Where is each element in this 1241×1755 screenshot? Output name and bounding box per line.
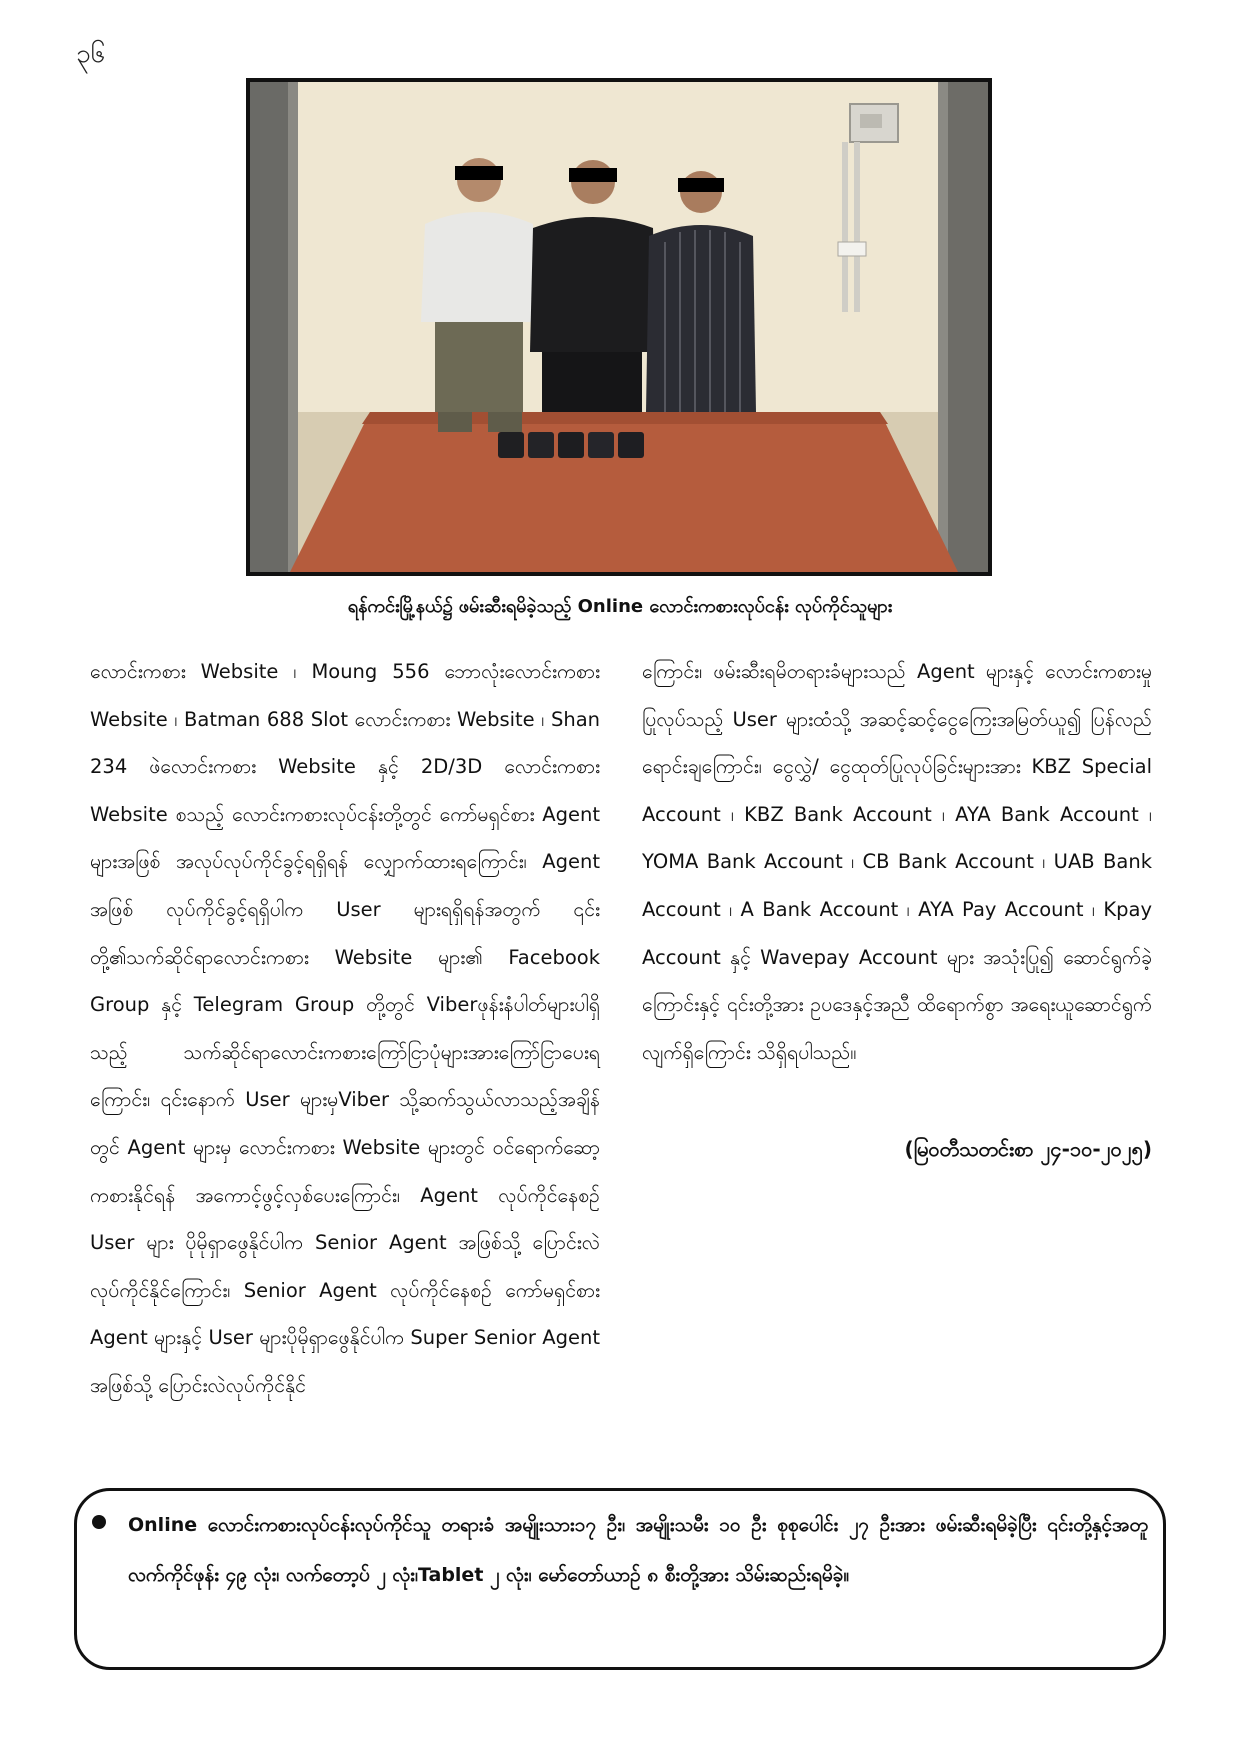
- article-column-left: လောင်းကစား Website ၊ Moung 556 ဘောလုံးလောင်းကစား Website ၊ Batman 688 Slot လောင်းကစား Website ၊ Shan 234 ဖဲလောင်းကစား Website နှင့် 2D/3D လောင်းကစား Website စသည့် လောင်းကစားလုပ်ငန်းတို့တွင် ကော်မရှင်စား Agent များအဖြစ် အလုပ်လုပ်ကိုင်ခွင့်ရရှိရန် လျှောက်ထားရကြောင်း၊ Agent အဖြစ် လုပ်ကိုင်ခွင့်ရရှိပါက User များရရှိရန်အတွက် ၎င်းတို့၏သက်ဆိုင်ရာလောင်းကစား Website များ၏ Facebook Group နှင့် Telegram Group တို့တွင် Viberဖုန်းနံပါတ်များပါရှိသည့် သက်ဆိုင်ရာလောင်းကစားကြော်ငြာပုံများအားကြော်ငြာပေးရကြောင်း၊ ၎င်းနောက် User များမှViber သို့ဆက်သွယ်လာသည့်အချိန်တွင် Agent များမှ လောင်းကစား Website များတွင် ဝင်ရောက်ဆော့ကစားနိုင်ရန် အကောင့်ဖွင့်လှစ်ပေးကြောင်း၊ Agent လုပ်ကိုင်နေစဉ် User များ ပိုမိုရှာဖွေနိုင်ပါက Senior Agent အဖြစ်သို့ ပြောင်းလဲလုပ်ကိုင်နိုင်ကြောင်း၊ Senior Agent လုပ်ကိုင်နေစဉ် ကော်မရှင်စား Agent များနှင့် User များပိုမိုရှာဖွေနိုင်ပါက Super Senior Agent အဖြစ်သို့ ပြောင်းလဲလုပ်ကိုင်နိုင်: [90, 660, 600, 1397]
- photo-caption: ရန်ကင်းမြို့နယ်၌ ဖမ်းဆီးရမိခဲ့သည့် Online လောင်းကစားလုပ်ငန်း လုပ်ကိုင်သူများ: [347, 596, 893, 617]
- bullet-icon: [92, 1515, 106, 1529]
- arrest-photo: [246, 78, 992, 576]
- news-source: (မြဝတီသတင်းစာ ၂၄-၁၀-၂၀၂၅): [904, 1137, 1152, 1161]
- arrest-photo-image: [250, 82, 988, 572]
- page-number: ၃၆: [76, 39, 106, 69]
- article-column-right: ကြောင်း၊ ဖမ်းဆီးရမိတရားခံများသည် Agent များနှင့် လောင်းကစားမှုပြုလုပ်သည့် User များထံသို့ အဆင့်ဆင့်ငွေကြေးအမြတ်ယူ၍ ပြန်လည်ရောင်းချကြောင်း၊ ငွေလွှဲ/ ငွေထုတ်ပြုလုပ်ခြင်းများအား KBZ Special Account ၊ KBZ Bank Account ၊ AYA Bank Account ၊ YOMA Bank Account ၊ CB Bank Account ၊ UAB Bank Account ၊ A Bank Account ၊ AYA Pay Account ၊ Kpay Account နှင့် Wavepay Account များ အသုံးပြု၍ ဆောင်ရွက်ခဲ့ကြောင်းနှင့် ၎င်းတို့အား ဥပဒေနှင့်အညီ ထိရောက်စွာ အရေးယူဆောင်ရွက်လျက်ရှိကြောင်း သိရှိရပါသည်။: [642, 660, 1152, 1064]
- summary-text: Online လောင်းကစားလုပ်ငန်းလုပ်ကိုင်သူ တရားခံ အမျိုးသား၁၇ ဦး၊ အမျိုးသမီး ၁၀ ဦး စုစုပေါင်း ၂၇ ဦးအား ဖမ်းဆီးရမိခဲ့ပြီး ၎င်းတို့နှင့်အတူ လက်ကိုင်ဖုန်း ၄၉ လုံး၊ လက်တော့ပ် ၂ လုံး၊Tablet ၂ လုံး၊ မော်တော်ယာဉ် ၈ စီးတို့အား သိမ်းဆည်းရမိခဲ့။: [128, 1514, 1148, 1586]
